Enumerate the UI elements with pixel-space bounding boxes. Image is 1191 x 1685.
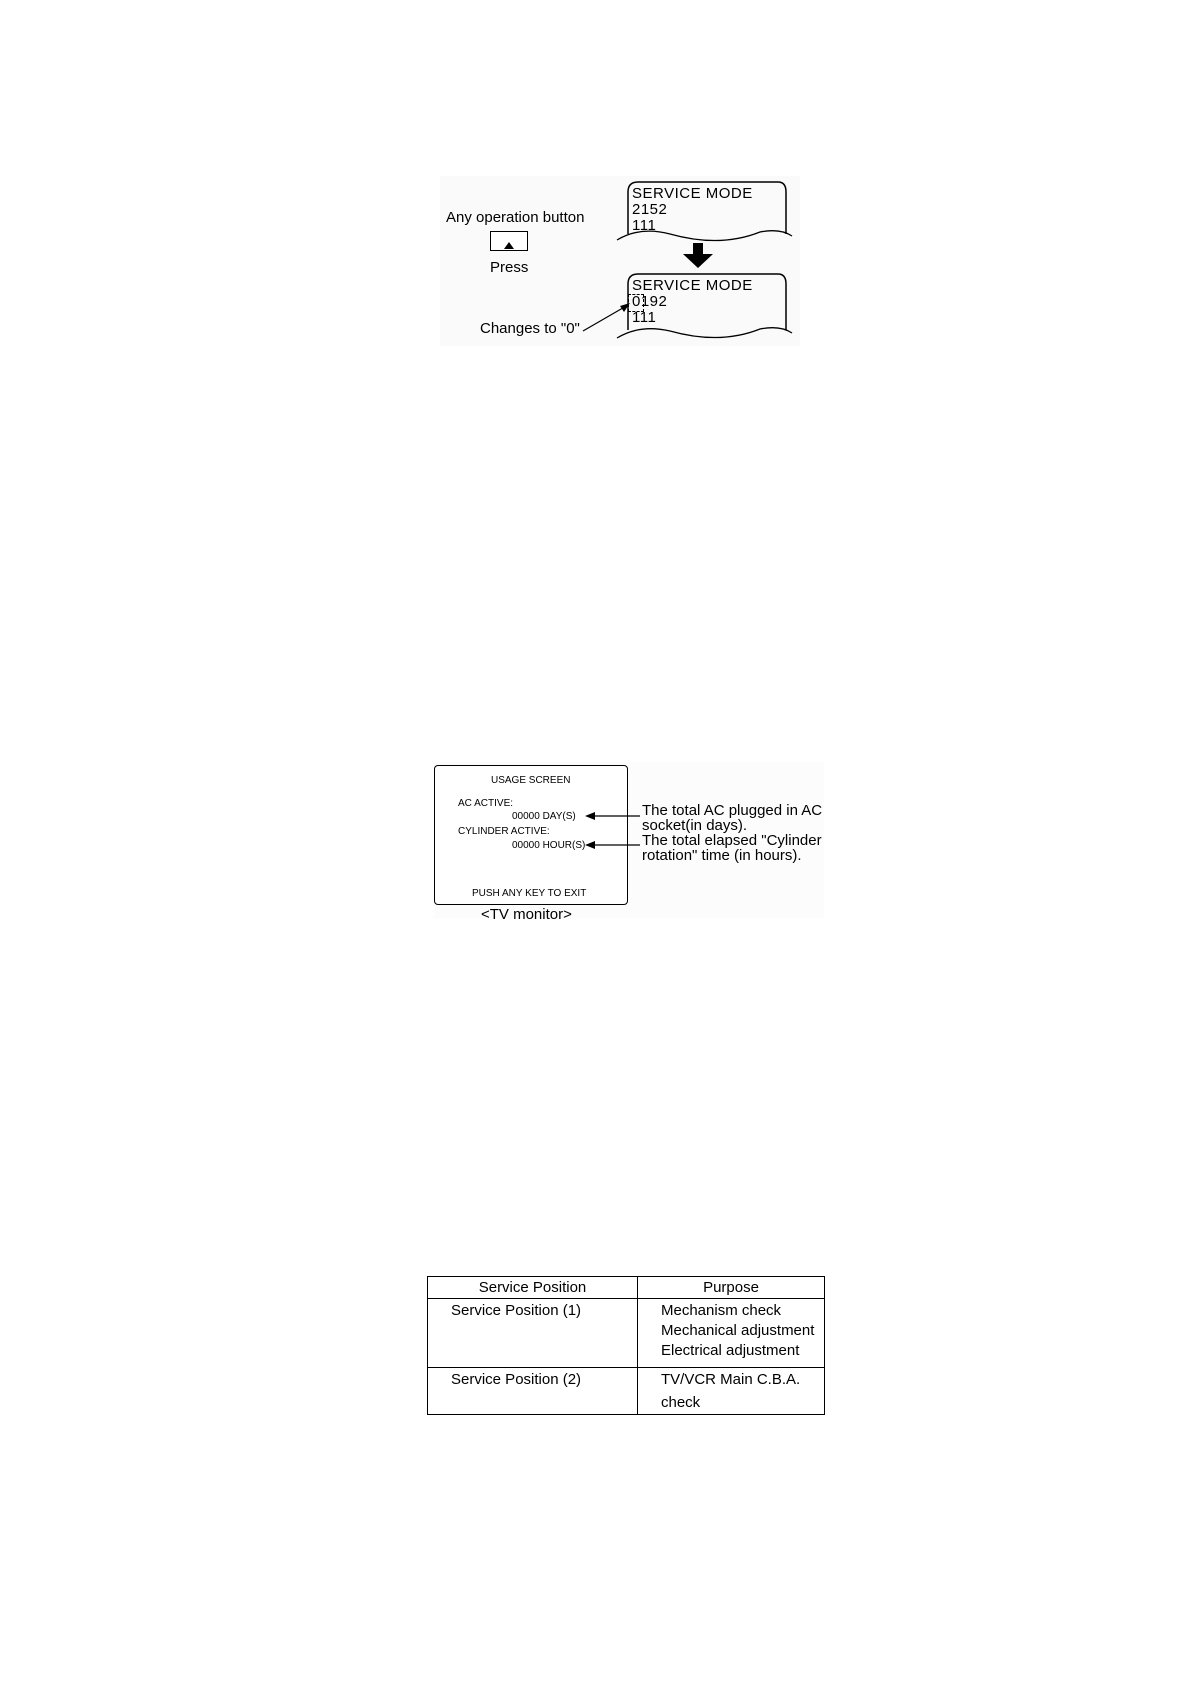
screen-after-line2: 0192 [632,293,668,310]
purpose-text: TV/VCR Main C.B.A. check [661,1371,801,1411]
button-label: Any operation button [446,209,585,226]
table-row [428,1299,825,1368]
screen-before-line3: 111 [632,217,657,234]
purpose-text: Mechanism check [661,1302,782,1319]
note-ac [642,803,822,833]
note-ac-line2: socket(in days). [642,817,748,834]
ac-pointer-arrow-icon [585,812,595,820]
cylinder-pointer-arrow-icon [585,841,595,849]
header-purpose: Purpose [638,1277,825,1299]
header-service-position: Service Position [428,1277,638,1299]
table-row [428,1368,825,1415]
position-cell [428,1299,638,1368]
screen-after-line3: 111 [632,309,657,326]
purpose-cell [638,1299,825,1368]
cylinder-active-label: CYLINDER ACTIVE: [458,826,550,837]
table-header-row [428,1277,825,1299]
usage-screen-title: USAGE SCREEN [491,775,571,786]
purpose-text: Mechanical adjustment [661,1322,815,1339]
service-position-table [427,1276,825,1415]
purpose-text: Electrical adjustment [661,1342,800,1359]
cylinder-active-value: 00000 HOUR(S) [512,840,586,851]
position-text: Service Position (2) [451,1371,582,1388]
screen-before-line1: SERVICE MODE [632,185,753,202]
note-cylinder-line1: The total elapsed "Cylinder [642,832,822,849]
exit-instruction: PUSH ANY KEY TO EXIT [472,888,587,899]
ac-active-label: AC ACTIVE: [458,798,514,809]
purpose-cell [638,1368,825,1415]
position-text: Service Position (1) [451,1302,582,1319]
note-cylinder-line2: rotation" time (in hours). [642,847,802,864]
note-cylinder [642,833,822,863]
screen-after-line1: SERVICE MODE [632,277,753,294]
changes-label: Changes to "0" [480,320,580,337]
screen-before-line2: 2152 [632,201,668,218]
ac-active-value: 00000 DAY(S) [512,811,576,822]
note-ac-line1: The total AC plugged in AC [642,802,823,819]
press-label: Press [490,259,529,276]
monitor-caption: <TV monitor> [481,906,572,923]
position-cell [428,1368,638,1415]
